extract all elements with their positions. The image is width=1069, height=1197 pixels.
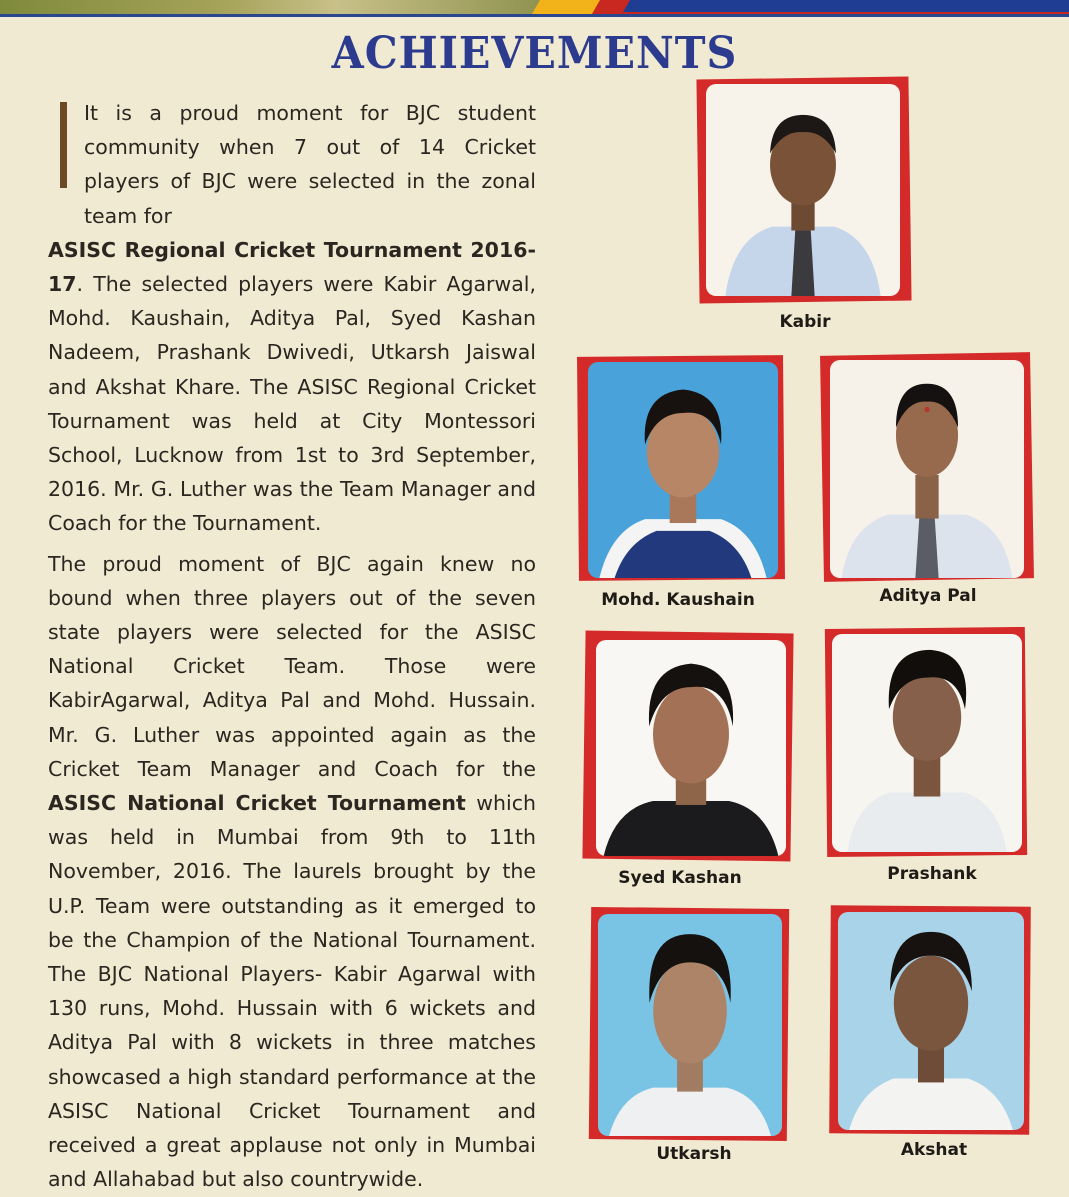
banner-rule	[0, 14, 1069, 17]
portrait-image	[838, 912, 1024, 1130]
banner-photo-strip	[0, 0, 560, 14]
caption-aditya: Aditya Pal	[879, 586, 977, 606]
article-paragraph-2	[48, 547, 536, 1197]
player-photo-syed	[584, 632, 792, 860]
portrait-image	[832, 634, 1022, 852]
national-tournament-name: ASISC National Cricket Tournament	[48, 791, 466, 816]
portrait-image	[598, 914, 782, 1136]
player-photo-akshat	[830, 906, 1030, 1134]
paragraph-1-lead: It is a proud moment for BJC student community when 7 out of 14 Cricket players of BJC were selected in the zonal team for	[84, 101, 536, 228]
player-photo-utkarsh	[590, 908, 788, 1140]
caption-utkarsh: Utkarsh	[656, 1144, 732, 1164]
portrait-image	[706, 84, 900, 296]
player-photo-aditya	[822, 354, 1032, 580]
article-body	[48, 96, 536, 1197]
paragraph-1-rest: . The selected players were Kabir Agarwal, Mohd. Kaushain, Aditya Pal, Syed Kashan Nadeem, Prashank Dwivedi, Utkarsh Jaiswal and Akshat Khare. The ASISC Regional Cricket Tournament was held at City Montessori School, Lucknow from 1st to 3rd September, 2016. Mr. G. Luther was the Team Manager and Coach for the Tournament.	[48, 272, 536, 536]
article-paragraph-1	[48, 96, 536, 541]
caption-kaushain: Mohd. Kaushain	[601, 590, 755, 610]
banner-stripe-blue	[623, 0, 1069, 12]
player-photo-prashank	[826, 628, 1026, 856]
drop-cap-bar	[60, 102, 67, 188]
player-photo-kabir	[698, 78, 910, 302]
portrait-image	[830, 360, 1024, 578]
caption-syed: Syed Kashan	[618, 868, 742, 888]
portrait-image	[596, 640, 786, 856]
paragraph-2-rest: which was held in Mumbai from 9th to 11th November, 2016. The laurels brought by the U.P. Team were outstanding as it emerged to be the Champion of the National Tournament. The BJC National Players- Kabir Agarwal with 130 runs, Mohd. Hussain with 6 wickets and Aditya Pal with 8 wickets in three matches showcased a high standard performance at the ASISC National Cricket Tournament and received a great applause not only in Mumbai and Allahabad but also countrywide.	[48, 791, 536, 1192]
caption-akshat: Akshat	[900, 1140, 968, 1160]
regional-tournament-name: ASISC Regional Cricket Tournament 2016-17	[48, 237, 536, 297]
page-title: ACHIEVEMENTS	[331, 28, 738, 79]
top-banner	[0, 0, 1069, 30]
portrait-image	[588, 362, 778, 578]
caption-prashank: Prashank	[887, 864, 977, 884]
player-photo-kaushain	[578, 356, 784, 580]
paragraph-2-lead: The proud moment of BJC again knew no bound when three players out of the seven state players were selected for the ASISC National Cricket Team. Those were KabirAgarwal, Aditya Pal and Mohd. Hussain. Mr. G. Luther was appointed again as the Cricket Team Manager and Coach for the	[48, 551, 536, 781]
caption-kabir: Kabir	[779, 312, 831, 332]
